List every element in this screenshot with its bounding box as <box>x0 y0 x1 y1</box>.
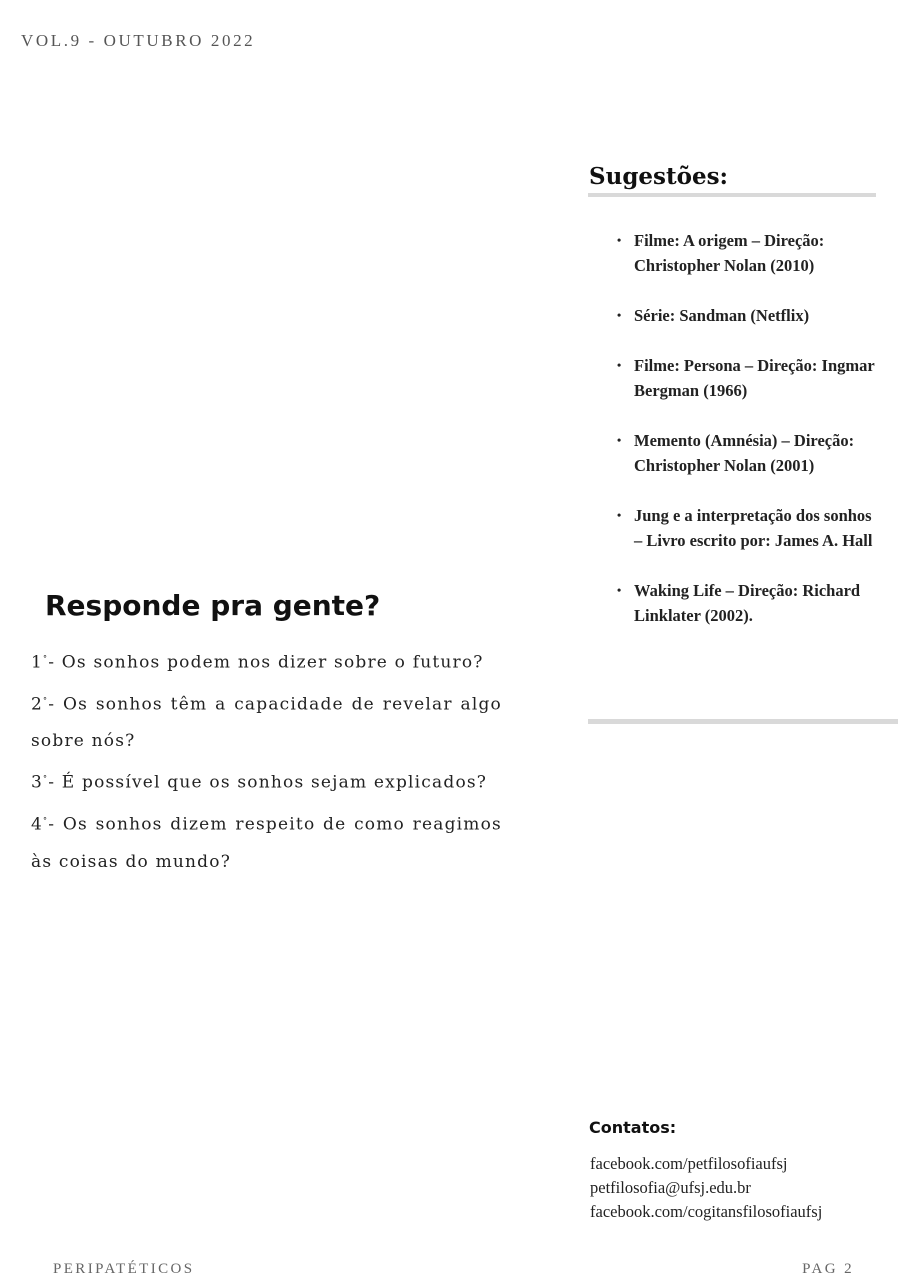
question-item <box>31 760 502 802</box>
question-text: - Os sonhos têm a capacidade de revelar algo sobre nós? <box>31 694 502 752</box>
question-item <box>31 682 502 761</box>
contacts-title: Contatos: <box>589 1118 677 1137</box>
suggestion-item: • Memento (Amnésia) – Direção: Christopher Nolan (2001) <box>615 428 877 478</box>
suggestion-item: • Série: Sandman (Netflix) <box>615 303 877 328</box>
question-item <box>31 802 502 881</box>
suggestion-item: • Waking Life – Direção: Richard Linklater (2002). <box>615 578 877 628</box>
ordinal-mark: ° <box>43 815 49 825</box>
contact-email: petfilosofia@ufsj.edu.br <box>590 1178 751 1197</box>
ordinal-mark: ° <box>43 695 49 705</box>
question-text: - Os sonhos dizem respeito de como reagimos às coisas do mundo? <box>31 814 502 872</box>
question-number: 4 <box>31 814 44 835</box>
suggestion-item: • Filme: A origem – Direção: Christopher Nolan (2010) <box>615 228 877 278</box>
questions-title: Responde pra gente? <box>45 589 381 622</box>
footer-page-number: PAG 2 <box>802 1261 854 1277</box>
ordinal-mark: ° <box>43 654 49 663</box>
suggestion-item: • Jung e a interpretação dos sonhos – Livro escrito por: James A. Hall <box>615 503 877 553</box>
question-number: 3 <box>31 772 44 793</box>
question-number: 2 <box>31 694 44 715</box>
suggestions-title: Sugestões: <box>589 163 729 190</box>
question-text: - É possível que os sonhos sejam explicados? <box>48 772 488 793</box>
questions-list <box>31 640 502 881</box>
volume-header: VOL.9 - OUTUBRO 2022 <box>21 31 256 50</box>
question-text: - Os sonhos podem nos dizer sobre o futuro? <box>48 652 484 673</box>
contact-facebook-cogitans: facebook.com/cogitansfilosofiaufsj <box>590 1202 823 1221</box>
footer-publication-name: PERIPATÉTICOS <box>53 1261 195 1277</box>
question-number: 1 <box>31 652 44 673</box>
ordinal-mark: ° <box>43 774 49 784</box>
suggestions-list <box>615 228 877 628</box>
question-item <box>31 640 502 682</box>
suggestions-divider-top <box>588 193 876 197</box>
contacts-list <box>590 1152 890 1224</box>
contact-facebook-pet: facebook.com/petfilosofiaufsj <box>590 1154 788 1173</box>
suggestions-divider-bottom <box>588 719 898 724</box>
suggestion-item: • Filme: Persona – Direção: Ingmar Bergman (1966) <box>615 353 877 403</box>
